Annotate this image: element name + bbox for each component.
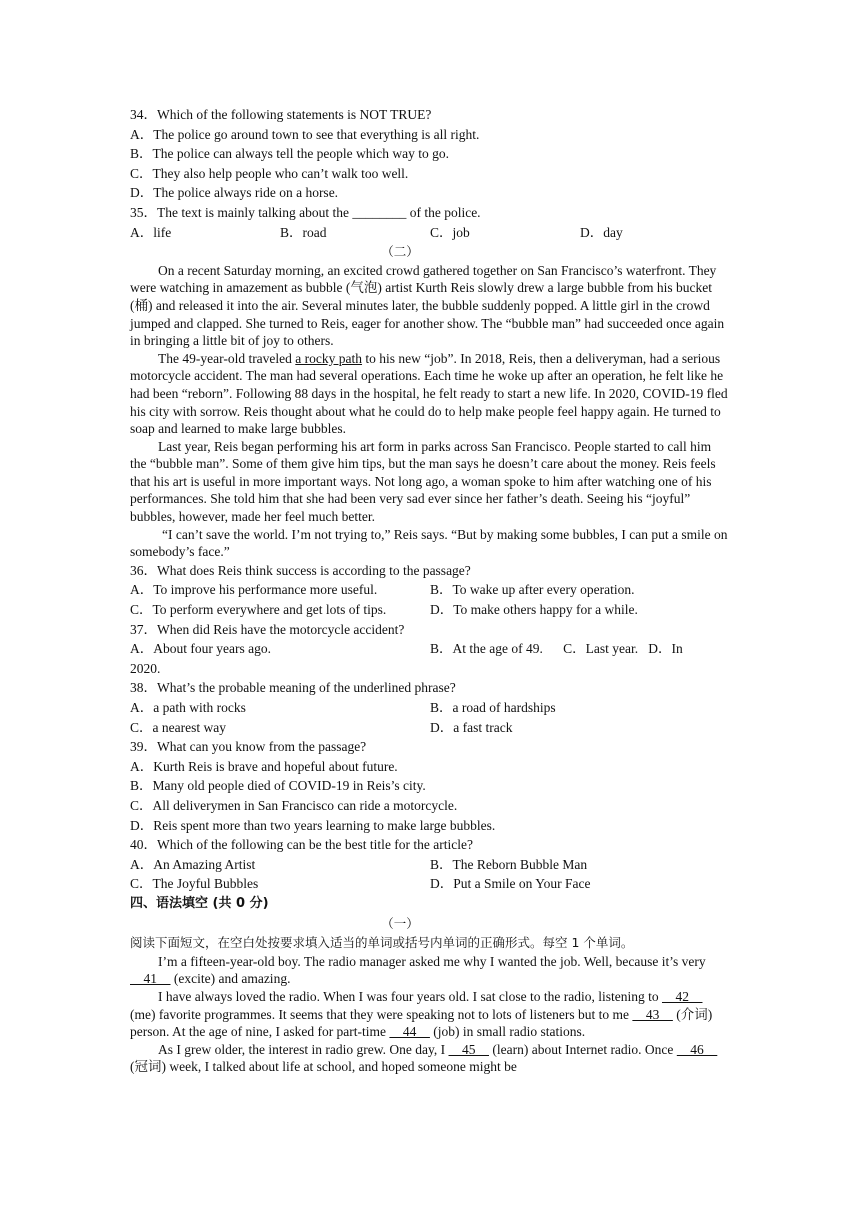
q38-options-row-2 <box>130 718 730 738</box>
blank-43[interactable]: 43 <box>632 1006 673 1022</box>
q40-option-b: B．The Reborn Bubble Man <box>430 856 588 872</box>
q40-option-d: D．Put a Smile on Your Face <box>430 876 591 892</box>
underlined-phrase: a rocky path <box>295 350 363 366</box>
grammar-text: I’m a fifteen-year-old boy. The radio manager asked me why I wanted the job. Well, because it’s very <box>158 953 706 969</box>
q39-option-c: C．All deliverymen in San Francisco can ride a motorcycle. <box>130 797 458 813</box>
q38-option-a: A．a path with rocks <box>130 700 246 715</box>
blank-44[interactable]: 44 <box>389 1024 430 1040</box>
q38-option-b: B．a road of hardships <box>430 700 556 715</box>
q37-option-d-wrap: 2020. <box>130 660 161 676</box>
q37-option-a: A．About four years ago. <box>130 641 271 657</box>
q40-option-a: A．An Amazing Artist <box>130 856 256 872</box>
grammar-text: (job) in small radio stations. <box>429 1024 586 1040</box>
passage2-paragraph-4: “I can’t save the world. I’m not trying to,” Reis says. “But by making some bubbles, I can put a smile on somebody’s face.” <box>130 526 728 560</box>
q36-options-row-1 <box>130 580 730 600</box>
blank-42[interactable]: 42 <box>661 988 703 1004</box>
grammar-text: (冠词) week, I talked about life at school, and hoped someone might be <box>130 1059 517 1075</box>
q39-option-a: A．Kurth Reis is brave and hopeful about future. <box>130 758 398 774</box>
q35-option-b: B．road <box>280 224 327 240</box>
q40-options-row-1 <box>130 855 730 875</box>
q35-option-c: C．job <box>430 224 470 240</box>
q38-option-c: C．a nearest way <box>130 719 226 735</box>
q36-option-b: B．To wake up after every operation. <box>430 582 635 598</box>
passage2-label: （二） <box>381 244 419 260</box>
grammar-text: As I grew older, the interest in radio grew. One day, I <box>158 1041 449 1057</box>
q34-option-c: C．They also help people who can’t walk too well. <box>130 165 409 181</box>
paragraph-2-rest: to his new “job”. In 2018, Reis, then a deliveryman, had a serious motorcycle accident. The man had several operations. Each time he woke up after an operation, he felt like he had been “reborn”. Following 88 days in the hospital, he felt ready to start a new life. In 2020, COVID-19 fled his city with sorrow. Reis thought about what he could do to help make people feel happy again. He turned to soap and learned to make large bubbles. <box>130 350 728 437</box>
q40-option-c: C．The Joyful Bubbles <box>130 876 259 892</box>
q36-options-row-2 <box>130 600 730 620</box>
grammar-text: (me) favorite programmes. It seems that they were speaking not to lots of listeners but to me <box>130 1006 633 1022</box>
section-4-label: （一） <box>381 915 419 931</box>
q37-options-row <box>130 639 730 659</box>
passage2-paragraph-2 <box>130 350 730 438</box>
grammar-text: I have always loved the radio. When I was four years old. I sat close to the radio, listening to <box>158 988 662 1004</box>
q38-stem: 38．What’s the probable meaning of the underlined phrase? <box>130 680 456 696</box>
q36-option-c: C．To perform everywhere and get lots of tips. <box>130 602 387 618</box>
q40-stem: 40．Which of the following can be the best title for the article? <box>130 837 474 853</box>
q35-option-a: A．life <box>130 224 172 240</box>
grammar-text: (介词) person. At the age of nine, I asked for part-time <box>130 1006 713 1040</box>
grammar-paragraph-3 <box>130 1041 730 1076</box>
q35-options <box>130 223 730 243</box>
q36-option-a: A．To improve his performance more useful. <box>130 582 378 598</box>
q35-option-d: D．day <box>580 224 623 240</box>
q36-option-d: D．To make others happy for a while. <box>430 602 638 618</box>
blank-45[interactable]: 45 <box>448 1041 489 1057</box>
q39-option-b: B．Many old people died of COVID-19 in Reis’s city. <box>130 778 426 794</box>
q34-option-b: B．The police can always tell the people which way to go. <box>130 146 450 162</box>
passage2-paragraph-3: Last year, Reis began performing his art form in parks across San Francisco. People started to call him the “bubble man”. Some of them give him tips, but the man says he doesn’t care about the money. Reis feels that his art is useful in more important ways. Not long ago, a woman spoke to him after watching one of his performances. She told him that she had been very sad ever since her father’s death. Seeing his “joyful” bubbles, however, made her feel much better. <box>130 438 716 525</box>
q34-option-d: D．The police always ride on a horse. <box>130 185 339 201</box>
grammar-text: (learn) about Internet radio. Once <box>489 1041 677 1057</box>
q39-stem: 39．What can you know from the passage? <box>130 739 367 755</box>
section-4-heading: 四、语法填空 (共 0 分) <box>130 895 269 911</box>
q40-options-row-2 <box>130 874 730 894</box>
passage2-paragraph-1: On a recent Saturday morning, an excited crowd gathered together on San Francisco’s waterfront. They were watching in amazement as bubble (气泡) artist Kurth Reis slowly drew a large bubble from his bucket (桶) and released it into the air. Several minutes later, the bubble suddenly popped. A little girl in the crowd jumped and clapped. She turned to Reis, eager for another show. The “bubble man” had succeeded once again in bringing a little bit of joy to others. <box>130 262 725 349</box>
grammar-paragraph-1 <box>130 953 730 988</box>
q35-stem: 35．The text is mainly talking about the ________ of the police. <box>130 204 481 220</box>
grammar-paragraph-2 <box>130 988 730 1041</box>
q39-option-d: D．Reis spent more than two years learning to make large bubbles. <box>130 817 496 833</box>
grammar-text: (excite) and amazing. <box>170 971 291 987</box>
q38-options-row-1 <box>130 698 730 718</box>
q37-options-bcd: B．At the age of 49. C．Last year. D．In <box>430 641 683 657</box>
q34-stem: 34．Which of the following statements is NOT TRUE? <box>130 107 432 122</box>
q36-stem: 36．What does Reis think success is according to the passage? <box>130 562 471 578</box>
paragraph-2-start: The 49-year-old traveled <box>158 350 296 366</box>
q38-option-d: D．a fast track <box>430 719 513 735</box>
q34-option-a: A．The police go around town to see that everything is all right. <box>130 126 480 142</box>
exam-page <box>130 105 730 1076</box>
blank-46[interactable]: 46 <box>676 1041 718 1057</box>
q37-stem: 37．When did Reis have the motorcycle accident? <box>130 621 405 637</box>
blank-41[interactable]: 41 <box>130 971 171 987</box>
section-4-instruction: 阅读下面短文，在空白处按要求填入适当的单词或括号内单词的正确形式。每空 1 个单词。 <box>130 935 634 951</box>
